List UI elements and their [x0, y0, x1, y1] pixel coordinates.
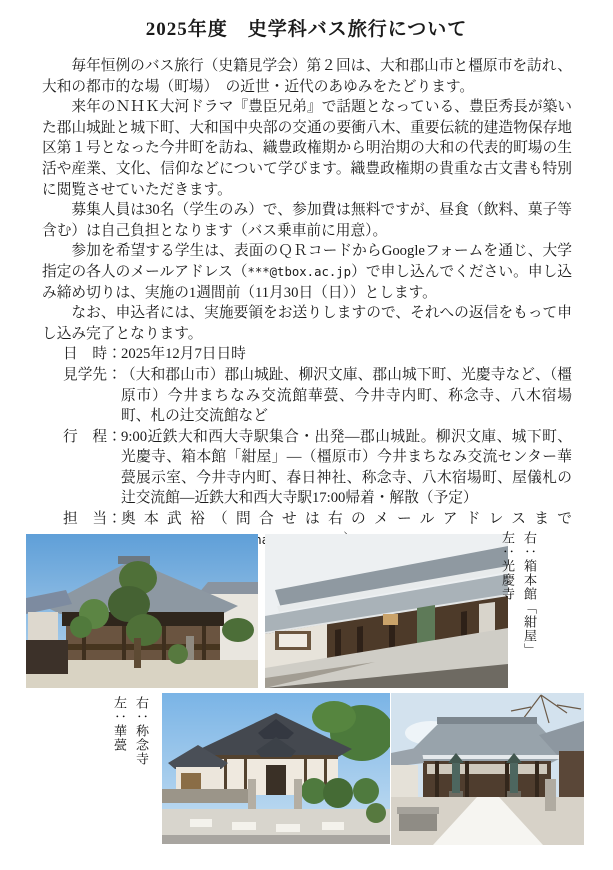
detail-destinations	[42, 365, 572, 427]
detail-contact-label: 担 当：	[63, 511, 122, 528]
caption-hanairaka: 左：華甍	[112, 696, 127, 752]
paragraph-application	[42, 241, 572, 303]
caption-kokeiji: 左：光慶寺	[500, 531, 515, 601]
detail-itinerary	[42, 427, 572, 509]
application-email: ***@tbox.ac.jp	[247, 264, 352, 279]
detail-destinations-label: 見学先：	[63, 366, 122, 383]
caption-shonenji: 右：称念寺	[134, 696, 149, 766]
caption-bottom-photos	[106, 696, 152, 786]
application-text-post: ）で申し込んでください。申し込み締め切りは、実施の1週間前（11月30日（日））とします。	[42, 263, 572, 301]
paragraph-capacity: 募集人員は30名（学生のみ）で、参加費は無料ですが、昼食（飲料、菓子等含む）は自己負担となります（バス乗車前に用意）。	[42, 202, 572, 239]
detail-contact-name: 奥本武裕（問合せは右のメールアドレスまで	[121, 511, 572, 528]
application-text-pre: 参加を希望する学生は、表面のＱＲコードからGoogleフォームを通じ、大学指定の各人のメールアドレス（	[42, 243, 572, 280]
paragraph-confirmation: なお、申込者には、実施要領をお送りしますので、それへの返信をもって申し込み完了となります。	[42, 305, 572, 342]
detail-itinerary-value: 9:00近鉄大和西大寺駅集合・出発―郡山城趾。柳沢文庫、城下町、光慶寺、箱本館「紺屋」―（橿原市）今井まちなみ交流センター華甍展示室、今井寺内町、春日神社、称念寺、八木宿場町、屋儀札の辻交流館―近鉄大和西大寺駅17:00帰着・解散（予定）	[121, 428, 572, 507]
detail-itinerary-label: 行 程：	[63, 428, 122, 445]
photo-hakomotokan-konya	[265, 534, 508, 688]
detail-datetime-label: 日 時：	[63, 346, 122, 363]
detail-destinations-value: （大和郡山市）郡山城趾、柳沢文庫、郡山城下町、光慶寺など、（橿原市）今井まちなみ交流館華甍、今井寺内町、称念寺、八木宿場町、札の辻交流館など	[121, 366, 572, 425]
detail-datetime	[42, 344, 572, 365]
photo-hanairaka-hall	[162, 693, 390, 844]
paragraph-intro: 毎年恒例のバス旅行（史籍見学会）第２回は、大和郡山市と橿原市を訪れ、大和の都市的な場（町場） の近世・近代のあゆみをたどります。	[42, 58, 572, 95]
photo-kokeiji-temple	[26, 534, 258, 688]
document-body	[42, 56, 572, 550]
caption-top-photos	[492, 531, 540, 657]
caption-konya: 右：箱本館「紺屋」	[522, 531, 537, 657]
photo-shonenji-temple	[391, 693, 584, 845]
paragraph-highlights: 来年のＮＨＫ大河ドラマ『豊臣兄弟』で話題となっている、豊臣秀長が築いた郡山城趾と城下町、大和国中央部の交通の要衝八木、重要伝統的建造物保存地区第１号となった今井町を訪ね、織豊政権期から明治期の大和の代表的町場の生活や産業、文化、信仰などについて学びます。織豊政権期の貴重な古文書も特別に閲覧させていただきます。	[42, 99, 572, 198]
page-title: 2025年度 史学科バス旅行について	[145, 19, 468, 40]
detail-datetime-value: 2025年12月7日日時	[121, 346, 246, 363]
